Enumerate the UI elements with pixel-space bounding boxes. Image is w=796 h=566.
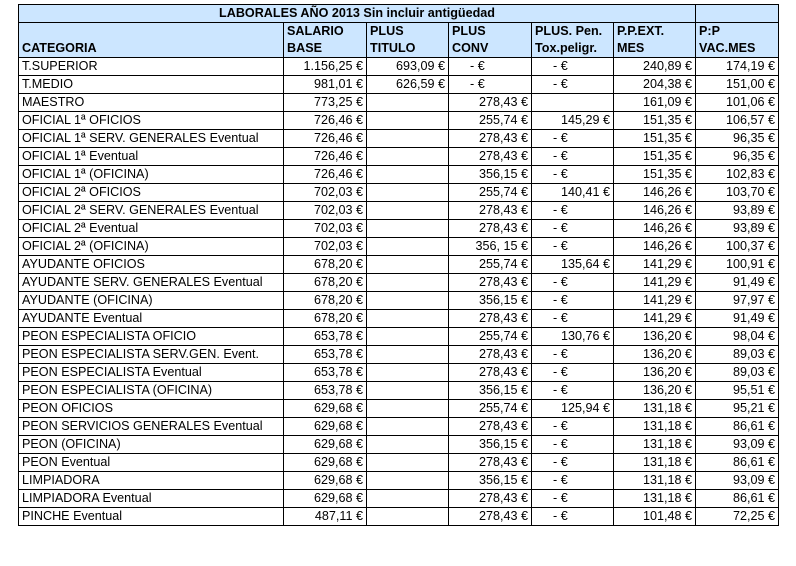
empty-amount: - €	[470, 77, 485, 91]
value-cell	[532, 202, 614, 220]
empty-amount: - €	[553, 275, 568, 289]
value-cell: 146,26 €	[614, 238, 696, 256]
column-header-categoria	[19, 23, 284, 58]
value-cell	[532, 166, 614, 184]
title-row	[19, 5, 779, 23]
column-header-tox-peligr-	[532, 23, 614, 58]
value-cell: 131,18 €	[614, 472, 696, 490]
value-cell: 86,61 €	[696, 418, 779, 436]
value-cell: 95,51 €	[696, 382, 779, 400]
value-cell: 278,43 €	[449, 202, 532, 220]
category-cell: PEON (OFICINA)	[19, 436, 284, 454]
value-cell: 146,26 €	[614, 220, 696, 238]
table-row	[19, 184, 779, 202]
salary-table	[18, 4, 779, 526]
value-cell: 629,68 €	[284, 490, 367, 508]
column-header-line1: PLUS	[452, 24, 486, 38]
value-cell	[532, 418, 614, 436]
value-cell	[367, 382, 449, 400]
table-row	[19, 112, 779, 130]
value-cell: 693,09 €	[367, 58, 449, 76]
empty-amount: - €	[553, 77, 568, 91]
empty-amount: - €	[553, 473, 568, 487]
column-header-line2: CONV	[452, 41, 489, 55]
value-cell	[532, 472, 614, 490]
category-cell: OFICIAL 1ª Eventual	[19, 148, 284, 166]
value-cell: 174,19 €	[696, 58, 779, 76]
value-cell: 487,11 €	[284, 508, 367, 526]
value-cell	[532, 58, 614, 76]
value-cell: 136,20 €	[614, 364, 696, 382]
value-cell	[367, 256, 449, 274]
value-cell: 161,09 €	[614, 94, 696, 112]
value-cell	[367, 328, 449, 346]
value-cell	[449, 76, 532, 94]
value-cell: 151,35 €	[614, 130, 696, 148]
value-cell: 131,18 €	[614, 418, 696, 436]
empty-amount: - €	[553, 59, 568, 73]
table-row	[19, 130, 779, 148]
empty-amount: - €	[553, 311, 568, 325]
value-cell: 278,43 €	[449, 508, 532, 526]
value-cell: 629,68 €	[284, 454, 367, 472]
value-cell	[367, 220, 449, 238]
table-row	[19, 508, 779, 526]
value-cell: 103,70 €	[696, 184, 779, 202]
value-cell: 726,46 €	[284, 166, 367, 184]
category-cell: OFICIAL 1ª SERV. GENERALES Eventual	[19, 130, 284, 148]
value-cell	[367, 94, 449, 112]
column-header-line1: P.P.EXT.	[617, 24, 665, 38]
category-cell: PEON SERVICIOS GENERALES Eventual	[19, 418, 284, 436]
value-cell: 145,29 €	[532, 112, 614, 130]
value-cell: 356, 15 €	[449, 238, 532, 256]
value-cell: 626,59 €	[367, 76, 449, 94]
table-row	[19, 202, 779, 220]
category-cell: PEON ESPECIALISTA SERV.GEN. Event.	[19, 346, 284, 364]
category-cell: T.MEDIO	[19, 76, 284, 94]
value-cell: 102,83 €	[696, 166, 779, 184]
category-cell: PEON ESPECIALISTA Eventual	[19, 364, 284, 382]
value-cell	[367, 418, 449, 436]
value-cell: 629,68 €	[284, 418, 367, 436]
category-cell: OFICIAL 2ª SERV. GENERALES Eventual	[19, 202, 284, 220]
value-cell: 1.156,25 €	[284, 58, 367, 76]
table-row	[19, 292, 779, 310]
value-cell: 136,20 €	[614, 382, 696, 400]
value-cell: 89,03 €	[696, 364, 779, 382]
column-header-line1: SALARIO	[287, 24, 344, 38]
value-cell: 981,01 €	[284, 76, 367, 94]
value-cell: 255,74 €	[449, 256, 532, 274]
table-row	[19, 166, 779, 184]
column-header-titulo	[367, 23, 449, 58]
category-cell: OFICIAL 1ª OFICIOS	[19, 112, 284, 130]
value-cell	[367, 130, 449, 148]
column-header-conv	[449, 23, 532, 58]
value-cell: 131,18 €	[614, 454, 696, 472]
value-cell: 130,76 €	[532, 328, 614, 346]
table-row	[19, 382, 779, 400]
category-cell: T.SUPERIOR	[19, 58, 284, 76]
column-header-line1: PLUS	[370, 24, 404, 38]
table-row	[19, 274, 779, 292]
column-header-line2: BASE	[287, 41, 322, 55]
value-cell	[367, 454, 449, 472]
value-cell: 100,91 €	[696, 256, 779, 274]
column-header-mes	[614, 23, 696, 58]
table-row	[19, 220, 779, 238]
column-header-vac-mes	[696, 23, 779, 58]
value-cell: 629,68 €	[284, 400, 367, 418]
value-cell: 278,43 €	[449, 310, 532, 328]
value-cell: 89,03 €	[696, 346, 779, 364]
value-cell: 653,78 €	[284, 382, 367, 400]
empty-amount: - €	[553, 365, 568, 379]
empty-amount: - €	[553, 383, 568, 397]
value-cell	[367, 184, 449, 202]
category-cell: AYUDANTE SERV. GENERALES Eventual	[19, 274, 284, 292]
value-cell: 278,43 €	[449, 130, 532, 148]
value-cell: 653,78 €	[284, 346, 367, 364]
value-cell: 629,68 €	[284, 472, 367, 490]
category-cell: AYUDANTE Eventual	[19, 310, 284, 328]
value-cell: 629,68 €	[284, 436, 367, 454]
value-cell	[532, 310, 614, 328]
empty-amount: - €	[553, 437, 568, 451]
value-cell	[367, 112, 449, 130]
table-row	[19, 256, 779, 274]
table-row	[19, 328, 779, 346]
value-cell	[532, 346, 614, 364]
table-row	[19, 310, 779, 328]
value-cell: 726,46 €	[284, 130, 367, 148]
value-cell: 131,18 €	[614, 400, 696, 418]
value-cell: 72,25 €	[696, 508, 779, 526]
empty-amount: - €	[553, 491, 568, 505]
value-cell	[367, 346, 449, 364]
category-cell: OFICIAL 2ª Eventual	[19, 220, 284, 238]
table-row	[19, 58, 779, 76]
value-cell	[367, 238, 449, 256]
value-cell	[532, 436, 614, 454]
column-header-line2: Tox.peligr.	[535, 41, 598, 55]
category-cell: LIMPIADORA Eventual	[19, 490, 284, 508]
value-cell	[532, 292, 614, 310]
value-cell: 140,41 €	[532, 184, 614, 202]
category-cell: OFICIAL 2ª (OFICINA)	[19, 238, 284, 256]
value-cell: 702,03 €	[284, 220, 367, 238]
table-row	[19, 436, 779, 454]
value-cell: 278,43 €	[449, 346, 532, 364]
value-cell	[367, 292, 449, 310]
value-cell: 86,61 €	[696, 490, 779, 508]
value-cell: 255,74 €	[449, 328, 532, 346]
value-cell: 93,09 €	[696, 436, 779, 454]
value-cell	[367, 202, 449, 220]
value-cell	[532, 76, 614, 94]
empty-amount: - €	[553, 509, 568, 523]
value-cell: 91,49 €	[696, 274, 779, 292]
category-cell: OFICIAL 2ª OFICIOS	[19, 184, 284, 202]
value-cell: 278,43 €	[449, 364, 532, 382]
table-row	[19, 418, 779, 436]
value-cell: 151,00 €	[696, 76, 779, 94]
value-cell: 278,43 €	[449, 148, 532, 166]
value-cell: 101,48 €	[614, 508, 696, 526]
empty-amount: - €	[553, 239, 568, 253]
category-cell: PEON OFICIOS	[19, 400, 284, 418]
value-cell: 141,29 €	[614, 256, 696, 274]
table-row	[19, 364, 779, 382]
table-row	[19, 400, 779, 418]
table-row	[19, 490, 779, 508]
value-cell	[532, 238, 614, 256]
category-cell: AYUDANTE OFICIOS	[19, 256, 284, 274]
column-header-line2: MES	[617, 41, 645, 55]
value-cell: 278,43 €	[449, 490, 532, 508]
value-cell: 151,35 €	[614, 148, 696, 166]
column-header-line2: VAC.MES	[699, 41, 756, 55]
value-cell: 136,20 €	[614, 346, 696, 364]
value-cell: 653,78 €	[284, 328, 367, 346]
table-row	[19, 238, 779, 256]
column-header-line2: TITULO	[370, 41, 416, 55]
value-cell: 255,74 €	[449, 112, 532, 130]
category-cell: OFICIAL 1ª (OFICINA)	[19, 166, 284, 184]
value-cell: 141,29 €	[614, 310, 696, 328]
category-cell: PEON Eventual	[19, 454, 284, 472]
value-cell: 96,35 €	[696, 130, 779, 148]
value-cell: 96,35 €	[696, 148, 779, 166]
value-cell: 240,89 €	[614, 58, 696, 76]
value-cell: 86,61 €	[696, 454, 779, 472]
header-row	[19, 23, 779, 58]
value-cell	[532, 454, 614, 472]
value-cell: 678,20 €	[284, 310, 367, 328]
value-cell	[532, 382, 614, 400]
value-cell	[367, 166, 449, 184]
value-cell: 125,94 €	[532, 400, 614, 418]
empty-amount: - €	[553, 419, 568, 433]
table-row	[19, 94, 779, 112]
value-cell: 278,43 €	[449, 94, 532, 112]
value-cell: 97,97 €	[696, 292, 779, 310]
value-cell	[449, 58, 532, 76]
value-cell	[367, 436, 449, 454]
empty-amount: - €	[553, 221, 568, 235]
value-cell	[367, 274, 449, 292]
value-cell: 356,15 €	[449, 472, 532, 490]
category-cell: PINCHE Eventual	[19, 508, 284, 526]
value-cell	[532, 274, 614, 292]
value-cell: 726,46 €	[284, 112, 367, 130]
value-cell: 726,46 €	[284, 148, 367, 166]
column-header-line1: P:P	[699, 24, 720, 38]
value-cell: 356,15 €	[449, 436, 532, 454]
value-cell	[367, 472, 449, 490]
category-cell: PEON ESPECIALISTA (OFICINA)	[19, 382, 284, 400]
value-cell	[532, 220, 614, 238]
table-row	[19, 454, 779, 472]
value-cell: 255,74 €	[449, 184, 532, 202]
value-cell: 146,26 €	[614, 202, 696, 220]
value-cell: 91,49 €	[696, 310, 779, 328]
value-cell: 93,89 €	[696, 220, 779, 238]
category-cell: LIMPIADORA	[19, 472, 284, 490]
value-cell: 146,26 €	[614, 184, 696, 202]
table-row	[19, 346, 779, 364]
value-cell: 101,06 €	[696, 94, 779, 112]
category-cell: PEON ESPECIALISTA OFICIO	[19, 328, 284, 346]
value-cell	[532, 148, 614, 166]
column-header-line1: PLUS. Pen.	[535, 24, 603, 38]
value-cell: 151,35 €	[614, 166, 696, 184]
value-cell: 204,38 €	[614, 76, 696, 94]
empty-amount: - €	[553, 203, 568, 217]
value-cell	[367, 490, 449, 508]
column-header-base	[284, 23, 367, 58]
value-cell	[532, 508, 614, 526]
value-cell: 702,03 €	[284, 202, 367, 220]
value-cell: 136,20 €	[614, 328, 696, 346]
title-spacer-cell	[696, 5, 779, 23]
value-cell: 773,25 €	[284, 94, 367, 112]
value-cell: 653,78 €	[284, 364, 367, 382]
category-cell: AYUDANTE (OFICINA)	[19, 292, 284, 310]
empty-amount: - €	[553, 149, 568, 163]
table-title: LABORALES AÑO 2013 Sin incluir antigüedad	[19, 5, 696, 23]
value-cell: 356,15 €	[449, 166, 532, 184]
value-cell: 278,43 €	[449, 418, 532, 436]
value-cell	[367, 148, 449, 166]
value-cell	[532, 364, 614, 382]
value-cell: 95,21 €	[696, 400, 779, 418]
value-cell	[367, 364, 449, 382]
value-cell: 98,04 €	[696, 328, 779, 346]
value-cell: 678,20 €	[284, 292, 367, 310]
value-cell	[532, 490, 614, 508]
column-header-line2: CATEGORIA	[22, 41, 97, 55]
table-row	[19, 148, 779, 166]
value-cell: 135,64 €	[532, 256, 614, 274]
value-cell: 278,43 €	[449, 220, 532, 238]
value-cell	[532, 130, 614, 148]
table-body	[19, 5, 779, 526]
empty-amount: - €	[553, 131, 568, 145]
empty-amount: - €	[470, 59, 485, 73]
value-cell: 131,18 €	[614, 490, 696, 508]
value-cell: 356,15 €	[449, 292, 532, 310]
empty-amount: - €	[553, 167, 568, 181]
value-cell: 678,20 €	[284, 256, 367, 274]
category-cell: MAESTRO	[19, 94, 284, 112]
value-cell: 702,03 €	[284, 238, 367, 256]
value-cell: 255,74 €	[449, 400, 532, 418]
value-cell: 93,09 €	[696, 472, 779, 490]
value-cell	[367, 400, 449, 418]
value-cell: 141,29 €	[614, 274, 696, 292]
value-cell: 678,20 €	[284, 274, 367, 292]
value-cell: 702,03 €	[284, 184, 367, 202]
value-cell	[367, 508, 449, 526]
value-cell: 151,35 €	[614, 112, 696, 130]
value-cell	[532, 94, 614, 112]
value-cell: 106,57 €	[696, 112, 779, 130]
empty-amount: - €	[553, 293, 568, 307]
empty-amount: - €	[553, 455, 568, 469]
value-cell	[367, 310, 449, 328]
value-cell: 141,29 €	[614, 292, 696, 310]
empty-amount: - €	[553, 347, 568, 361]
value-cell: 278,43 €	[449, 454, 532, 472]
value-cell: 131,18 €	[614, 436, 696, 454]
value-cell: 100,37 €	[696, 238, 779, 256]
value-cell: 93,89 €	[696, 202, 779, 220]
table-row	[19, 76, 779, 94]
table-row	[19, 472, 779, 490]
value-cell: 278,43 €	[449, 274, 532, 292]
value-cell: 356,15 €	[449, 382, 532, 400]
